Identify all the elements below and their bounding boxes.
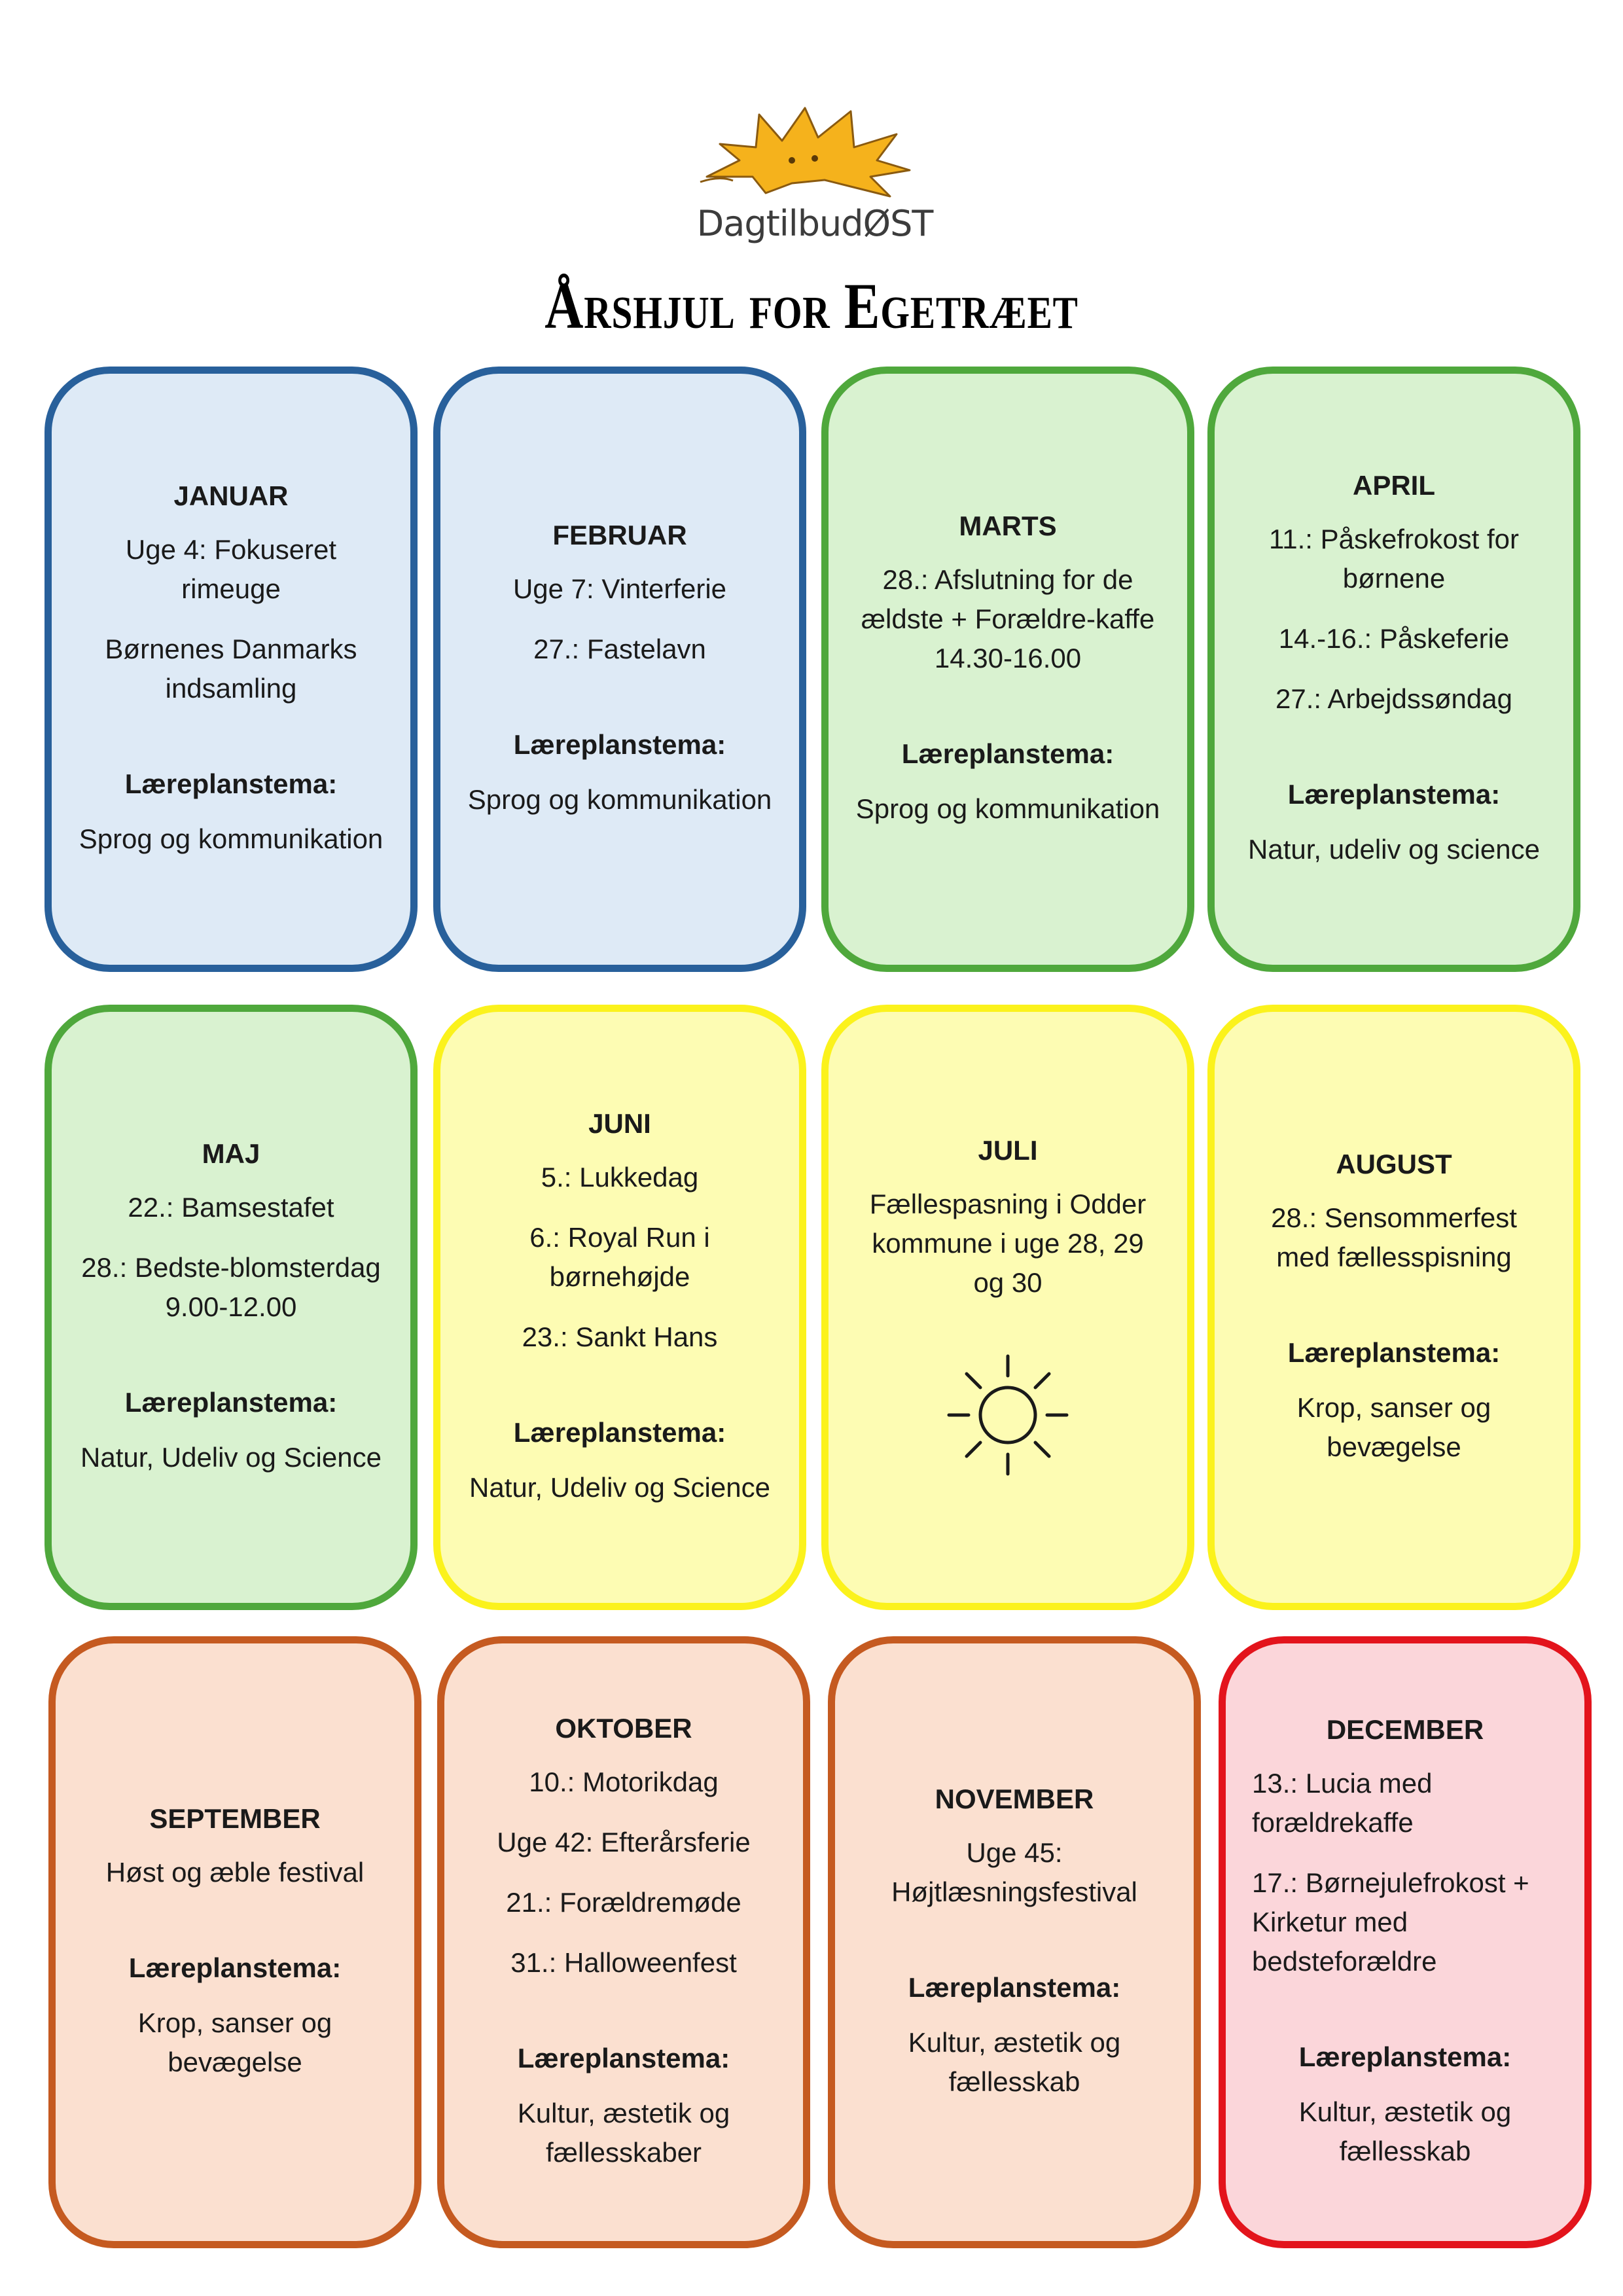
event: Børnenes Danmarks indsamling xyxy=(105,633,357,704)
event: 6.: Royal Run i børnehøjde xyxy=(529,1221,710,1292)
event: 11.: Påskefrokost for børnene xyxy=(1268,523,1520,594)
logo xyxy=(694,98,936,255)
theme-value: Sprog og kommunikation xyxy=(855,793,1160,824)
month-card-juni xyxy=(433,1005,806,1610)
logo-text: DagtilbudØST xyxy=(696,203,933,244)
month-name: NOVEMBER xyxy=(935,1783,1094,1814)
month-name: SEPTEMBER xyxy=(149,1803,321,1834)
event-list xyxy=(1252,1764,1558,2002)
event: 27.: Arbejdssøndag xyxy=(1275,683,1512,714)
theme-value: Krop, sanser og bevægelse xyxy=(1296,1391,1491,1462)
theme-label: Læreplanstema: xyxy=(1287,1336,1501,1368)
theme-label: Læreplanstema: xyxy=(128,1952,342,1983)
theme-label: Læreplanstema: xyxy=(124,768,338,799)
month-card-november xyxy=(828,1636,1201,2248)
month-name: MARTS xyxy=(959,510,1057,541)
event: 5.: Lukkedag xyxy=(541,1161,699,1193)
theme-label: Læreplanstema: xyxy=(901,738,1115,769)
theme-label: Læreplanstema: xyxy=(1287,778,1501,810)
theme-value: Sprog og kommunikation xyxy=(79,823,383,854)
month-card-september xyxy=(48,1636,421,2248)
month-name: JUNI xyxy=(588,1107,651,1139)
month-card-februar xyxy=(433,367,806,972)
month-card-august xyxy=(1207,1005,1580,1610)
theme-label: Læreplanstema: xyxy=(124,1386,338,1418)
theme-value: Sprog og kommunikation xyxy=(467,783,772,815)
event: Høst og æble festival xyxy=(105,1856,365,1888)
event: 28.: Bedste-blomsterdag 9.00-12.00 xyxy=(81,1251,381,1322)
event: 27.: Fastelavn xyxy=(533,633,706,664)
month-card-december xyxy=(1219,1636,1592,2248)
month-card-oktober xyxy=(437,1636,810,2248)
month-name: OKTOBER xyxy=(555,1712,692,1744)
event: 28.: Sensommerfest med fællesspisning xyxy=(1271,1202,1517,1272)
theme-label: Læreplanstema: xyxy=(1298,2041,1512,2072)
sun-icon xyxy=(942,1350,1073,1480)
month-name: MAJ xyxy=(202,1138,260,1169)
theme-value: Natur, udeliv og science xyxy=(1248,833,1540,865)
event: Uge 7: Vinterferie xyxy=(512,573,727,604)
month-card-marts xyxy=(821,367,1194,972)
theme-value: Krop, sanser og bevægelse xyxy=(137,2007,332,2077)
theme-value: Natur, Udeliv og Science xyxy=(469,1471,770,1503)
theme-value: Kultur, æstetik og fællesskab xyxy=(908,2026,1121,2097)
theme-label: Læreplanstema: xyxy=(513,728,726,760)
event: 10.: Motorikdag xyxy=(529,1766,719,1797)
theme-label: Læreplanstema: xyxy=(517,2042,730,2073)
event: 23.: Sankt Hans xyxy=(522,1321,718,1352)
month-name: FEBRUAR xyxy=(552,519,687,550)
theme-label: Læreplanstema: xyxy=(908,1971,1121,2003)
event: 22.: Bamsestafet xyxy=(128,1191,334,1223)
month-name: DECEMBER xyxy=(1326,1713,1484,1745)
theme-label: Læreplanstema: xyxy=(513,1416,726,1448)
month-name: APRIL xyxy=(1353,469,1435,501)
event: Fællespasning i Odder kommune i uge 28, 29 og 30 xyxy=(869,1188,1147,1298)
event: 14.-16.: Påskeferie xyxy=(1278,622,1510,654)
month-card-juli xyxy=(821,1005,1194,1610)
theme-value: Kultur, æstetik og fællesskaber xyxy=(517,2097,730,2168)
theme-value: Kultur, æstetik og fællesskab xyxy=(1298,2096,1512,2166)
event: 13.: Lucia med forældrekaffe xyxy=(1252,1767,1433,1838)
event: 28.: Afslutning for de ældste + Forældre-kaffe 14.30-16.00 xyxy=(861,564,1155,673)
event: 31.: Halloweenfest xyxy=(510,1946,737,1978)
month-card-maj xyxy=(45,1005,418,1610)
page-title: Årshjul for Egetræet xyxy=(544,270,1079,342)
event: 21.: Forældremøde xyxy=(506,1886,741,1918)
star-mascot-icon xyxy=(694,98,936,209)
month-card-april xyxy=(1207,367,1580,972)
month-name: AUGUST xyxy=(1336,1148,1452,1179)
month-name: JULI xyxy=(978,1134,1038,1166)
month-name: JANUAR xyxy=(173,480,289,511)
event: Uge 4: Fokuseret rimeuge xyxy=(125,533,337,604)
event: 17.: Børnejulefrokost + Kirketur med bedsteforældre xyxy=(1252,1867,1529,1977)
event: Uge 42: Efterårsferie xyxy=(497,1826,751,1857)
month-card-januar xyxy=(45,367,418,972)
theme-value: Natur, Udeliv og Science xyxy=(80,1441,382,1473)
event: Uge 45: Højtlæsningsfestival xyxy=(891,1837,1137,1907)
